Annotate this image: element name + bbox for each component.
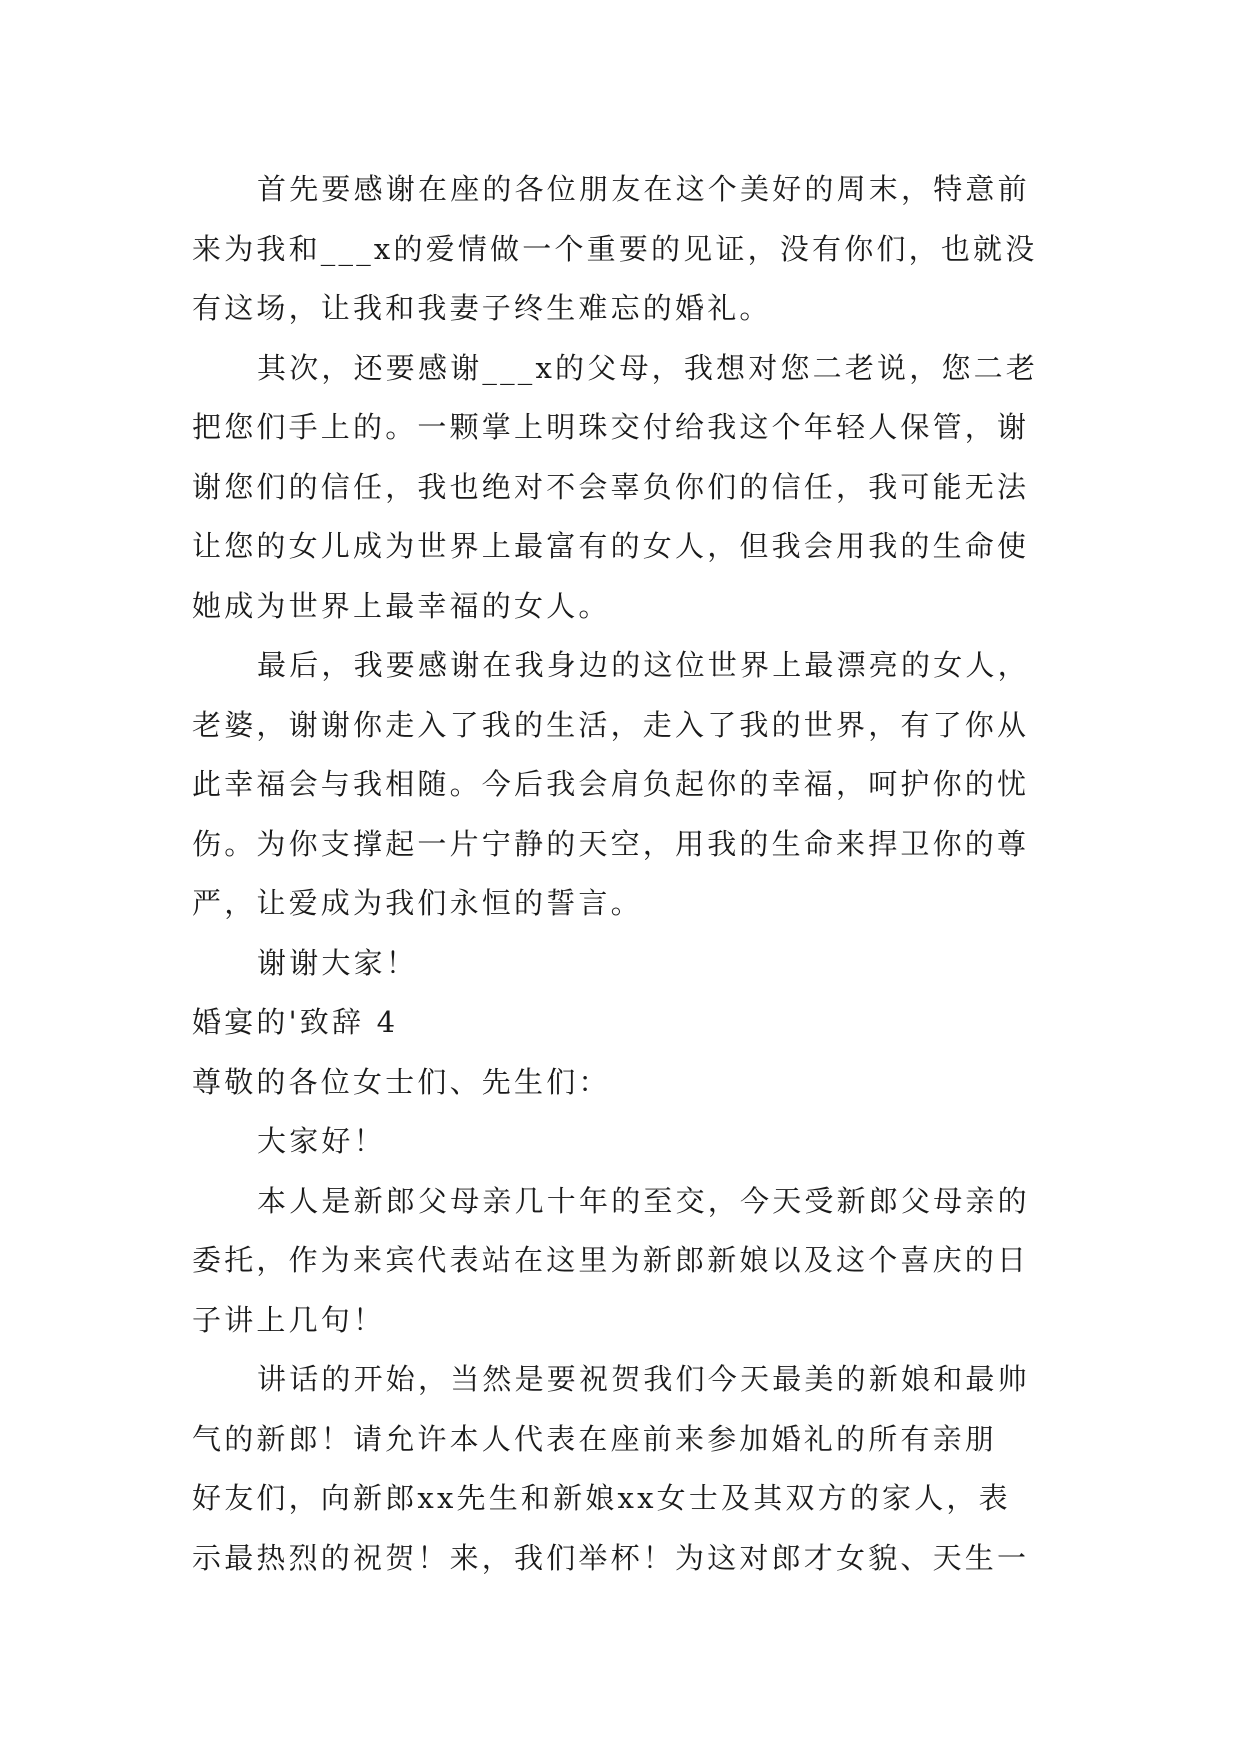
text-line: 好友们，向新郎xx先生和新娘xx女士及其双方的家人，表 — [192, 1481, 1011, 1515]
text-line: 子讲上几句！ — [192, 1302, 386, 1337]
text-line: 来为我和___x的爱情做一个重要的见证，没有你们，也就没 — [192, 231, 1038, 266]
section-heading: 婚宴的'致辞 4 — [192, 1005, 399, 1039]
text-line: 示最热烈的祝贺！来，我们举杯！为这对郎才女貌、天生一 — [192, 1540, 1030, 1575]
text-line: 本人是新郎父母亲几十年的至交，今天受新郎父母亲的 — [257, 1183, 1030, 1218]
text-line: 把您们手上的。一颗掌上明珠交付给我这个年轻人保管，谢 — [192, 410, 1030, 444]
text-line: 谢谢大家！ — [257, 945, 419, 980]
text-line: 首先要感谢在座的各位朋友在这个美好的周末，特意前 — [257, 172, 1030, 206]
greeting: 大家好！ — [257, 1124, 386, 1158]
text-line: 讲话的开始，当然是要祝贺我们今天最美的新娘和最帅 — [257, 1362, 1030, 1396]
text-line: 让您的女儿成为世界上最富有的女人，但我会用我的生命使 — [192, 529, 1030, 563]
document-body — [192, 160, 1052, 1588]
text-line: 她成为世界上最幸福的女人。 — [192, 588, 611, 623]
text-line: 有这场，让我和我妻子终生难忘的婚礼。 — [192, 291, 772, 325]
text-line: 最后，我要感谢在我身边的这位世界上最漂亮的女人， — [257, 648, 1030, 682]
salutation: 尊敬的各位女士们、先生们： — [192, 1064, 611, 1099]
text-line: 谢您们的信任，我也绝对不会辜负你们的信任，我可能无法 — [192, 469, 1030, 504]
text-line: 其次，还要感谢___x的父母，我想对您二老说，您二老 — [257, 350, 1039, 385]
text-line: 委托，作为来宾代表站在这里为新郎新娘以及这个喜庆的日 — [192, 1243, 1030, 1277]
text-line: 此幸福会与我相随。今后我会肩负起你的幸福，呵护你的忧 — [192, 767, 1030, 801]
text-line: 伤。为你支撑起一片宁静的天空，用我的生命来捍卫你的尊 — [192, 826, 1030, 861]
text-line: 气的新郎！请允许本人代表在座前来参加婚礼的所有亲朋 — [192, 1421, 998, 1456]
text-line: 老婆，谢谢你走入了我的生活，走入了我的世界，有了你从 — [192, 707, 1030, 742]
text-line: 严，让爱成为我们永恒的誓言。 — [192, 886, 643, 920]
